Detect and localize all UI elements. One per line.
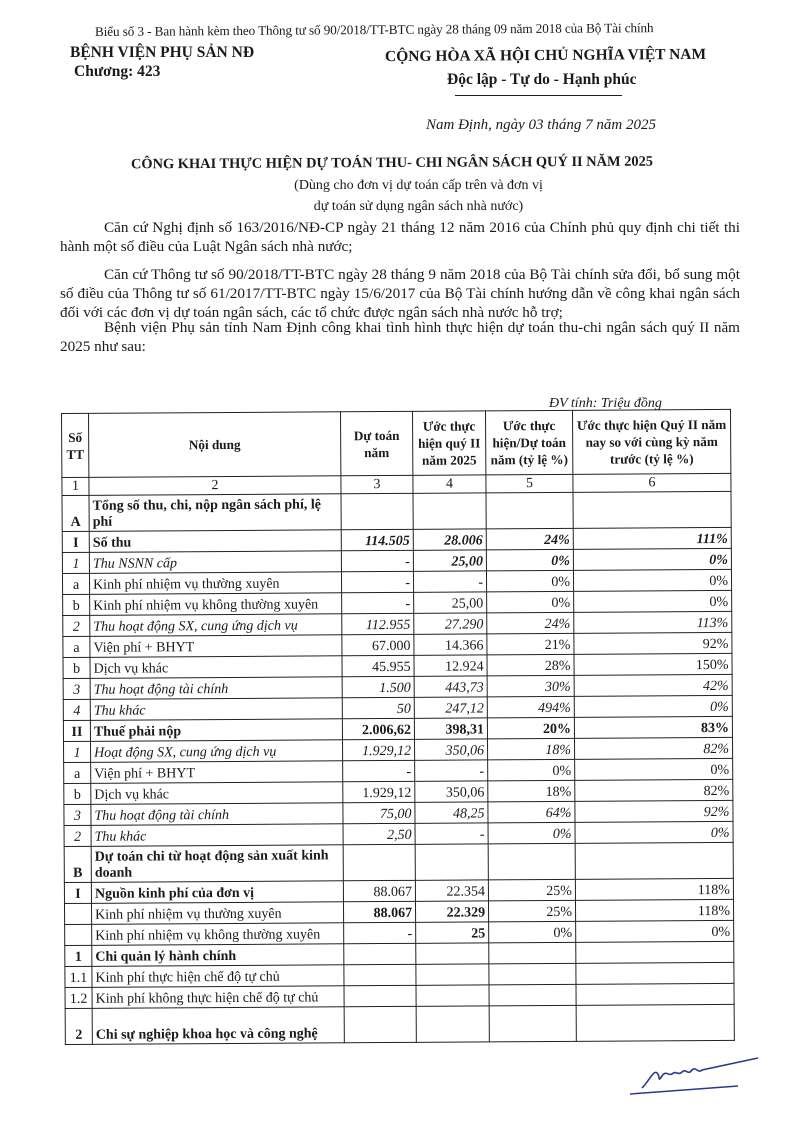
row-annual-estimate [341,493,413,529]
row-content: Thu NSNN cấp [89,551,341,574]
row-stt [65,924,92,945]
row-ratio-to-estimate: 0% [486,570,573,592]
row-stt: b [63,657,90,678]
row-content: Dịch vụ khác [91,782,343,805]
row-stt: 4 [63,699,90,720]
row-stt: 1 [62,552,89,573]
row-ratio-to-last-year: 118% [575,878,733,900]
row-ratio-to-estimate: 18% [487,738,574,760]
table-row [65,1004,734,1044]
row-annual-estimate: 1.929,12 [343,739,415,760]
row-ratio-to-last-year: 0% [574,590,732,612]
row-q2-estimate: 443,73 [414,676,487,697]
row-annual-estimate: 114.505 [341,529,413,550]
row-content: Dịch vụ khác [90,656,342,679]
row-stt: 3 [64,804,91,825]
row-q2-estimate [415,844,488,880]
row-ratio-to-last-year: 82% [574,737,732,759]
header-annual-estimate: Dự toán năm [340,411,412,475]
header-q2-estimate: Ước thực hiện quý II năm 2025 [412,411,485,475]
row-content: Chi sự nghiệp khoa học và công nghệ [92,1007,344,1045]
row-q2-estimate: 25,00 [414,592,487,613]
row-q2-estimate: 350,06 [415,781,488,802]
row-stt: 2 [63,615,90,636]
row-content: Kinh phí nhiệm vụ thường xuyên [91,902,343,925]
row-stt: I [64,882,91,903]
intro-paragraph: Bệnh viện Phụ sản tỉnh Nam Định công khai tình hình thực hiện dự toán thu-chi ngân sách quý II năm 2025 như sau: [60,319,740,355]
row-annual-estimate: - [343,760,415,781]
row-ratio-to-estimate: 64% [488,801,575,823]
row-q2-estimate: 247,12 [414,697,487,718]
national-motto: Độc lập - Tự do - Hạnh phúc [447,71,637,88]
row-stt: 2 [65,1008,92,1044]
row-content: Kinh phí không thực hiện chế độ tự chủ [92,986,344,1009]
colnum-3: 3 [341,475,413,493]
row-ratio-to-last-year [576,941,734,963]
row-ratio-to-estimate: 28% [487,654,574,676]
motto-underline [455,95,622,96]
row-q2-estimate: 28.006 [413,529,486,550]
row-q2-estimate: - [415,760,488,781]
row-stt: a [64,762,91,783]
row-content: Chi quản lý hành chính [92,944,344,967]
colnum-4: 4 [413,475,486,493]
row-q2-estimate: 22.354 [415,880,488,901]
row-content: Kinh phí thực hiện chế độ tự chủ [92,965,344,988]
place-date: Nam Định, ngày 03 tháng 7 năm 2025 [426,117,656,133]
row-ratio-to-estimate: 21% [487,633,574,655]
header-ratio-to-estimate: Ước thực hiện/Dự toán năm (tỷ lệ %) [485,410,572,475]
row-stt: I [62,531,89,552]
row-q2-estimate [416,943,489,964]
row-ratio-to-estimate: 0% [487,591,574,613]
row-annual-estimate: 112.955 [342,613,414,634]
row-ratio-to-last-year: 0% [574,695,732,717]
row-ratio-to-estimate: 25% [488,900,575,922]
row-ratio-to-estimate [489,984,576,1006]
handwritten-signature-icon [628,1050,768,1100]
row-ratio-to-estimate: 20% [487,717,574,739]
colnum-1: 1 [62,477,89,495]
row-annual-estimate: 50 [342,697,414,718]
row-ratio-to-estimate [486,492,573,529]
row-ratio-to-last-year: 92% [575,800,733,822]
row-ratio-to-estimate [489,1005,576,1042]
colnum-5: 5 [486,474,573,493]
row-content: Viện phí + BHYT [91,761,343,784]
row-ratio-to-last-year: 0% [575,821,733,843]
row-annual-estimate: 2.006,62 [342,718,414,739]
row-stt: b [63,594,90,615]
row-ratio-to-estimate: 0% [486,549,573,571]
row-content: Dự toán chi từ hoạt động sản xuất kinh doanh [91,845,343,883]
row-content: Thu khác [90,698,342,721]
row-ratio-to-estimate [489,942,576,964]
row-ratio-to-estimate: 25% [488,879,575,901]
row-content: Kinh phí nhiệm vụ không thường xuyên [90,593,342,616]
row-stt: A [62,495,89,531]
header-stt: Số TT [62,413,89,477]
row-stt: B [64,846,91,882]
row-annual-estimate: - [342,592,414,613]
row-ratio-to-last-year: 42% [574,674,732,696]
row-ratio-to-last-year: 0% [573,548,731,570]
row-annual-estimate [343,844,415,880]
row-q2-estimate: 22.329 [415,901,488,922]
form-reference-note: Biểu số 3 - Ban hành kèm theo Thông tư số 90/2018/TT-BTC ngày 28 tháng 09 năm 2018 của Bộ Tài chính [94,20,654,39]
row-ratio-to-estimate: 494% [487,696,574,718]
row-annual-estimate: 45.955 [342,655,414,676]
document-subtitle-line2 [0,199,795,215]
row-content: Số thu [89,530,341,553]
row-q2-estimate: 14.366 [414,634,487,655]
row-annual-estimate: - [341,571,413,592]
colnum-2: 2 [89,476,341,496]
row-ratio-to-last-year: 0% [575,758,733,780]
row-q2-estimate: 48,25 [415,802,488,823]
row-ratio-to-last-year: 113% [574,611,732,633]
row-stt: 1 [64,741,91,762]
row-content: Thu hoạt động tài chính [91,803,343,826]
table-row [64,842,733,882]
row-ratio-to-estimate [488,843,575,880]
row-content: Tổng số thu, chi, nộp ngân sách phí, lệ phí [89,494,341,532]
row-ratio-to-last-year [576,962,734,984]
row-annual-estimate: 1.500 [342,676,414,697]
row-annual-estimate [344,1006,416,1042]
row-annual-estimate [344,943,416,964]
row-stt: II [63,720,90,741]
row-content: Kinh phí nhiệm vụ thường xuyên [89,572,341,595]
row-annual-estimate: 88.067 [343,880,415,901]
row-content: Thu khác [91,824,343,847]
row-stt: b [64,783,91,804]
table-row [62,491,731,531]
row-annual-estimate: - [341,550,413,571]
row-content: Nguồn kinh phí của đơn vị [91,881,343,904]
row-q2-estimate: - [413,571,486,592]
row-stt: 1 [65,945,92,966]
row-ratio-to-last-year: 82% [575,779,733,801]
row-stt: 3 [63,678,90,699]
document-title: CÔNG KHAI THỰC HIỆN DỰ TOÁN THU- CHI NGÂN SÁCH QUÝ II NĂM 2025 [130,153,654,173]
row-stt: a [62,573,89,594]
row-annual-estimate: 75,00 [343,802,415,823]
row-annual-estimate: - [344,922,416,943]
table-header-row [62,409,731,477]
row-stt [64,903,91,924]
row-ratio-to-last-year: 111% [573,527,731,549]
row-stt: 1.2 [65,987,92,1008]
row-annual-estimate: 1.929,12 [343,781,415,802]
row-q2-estimate: 25 [416,922,489,943]
row-ratio-to-estimate: 0% [488,822,575,844]
row-ratio-to-estimate: 24% [486,528,573,550]
row-annual-estimate: 88.067 [343,901,415,922]
row-q2-estimate [413,493,486,529]
row-ratio-to-last-year: 0% [576,920,734,942]
row-ratio-to-last-year: 92% [574,632,732,654]
row-ratio-to-last-year [575,842,733,879]
row-stt: 2 [64,825,91,846]
row-q2-estimate: 27.290 [414,613,487,634]
legal-basis-paragraph-1: Căn cứ Nghị định số 163/2016/NĐ-CP ngày 21 tháng 12 năm 2016 của Chính phủ quy định chi tiết thi hành một số điều của Luật Ngân sách nhà nước; [60,219,740,255]
header-content: Nội dung [89,412,341,478]
row-annual-estimate [344,964,416,985]
row-q2-estimate: - [415,823,488,844]
row-ratio-to-last-year: 0% [573,569,731,591]
subtitle-text-2: dự toán sử dụng ngân sách nhà nước) [313,199,524,214]
row-q2-estimate [416,985,489,1006]
row-annual-estimate: 67.000 [342,634,414,655]
row-stt: a [63,636,90,657]
row-ratio-to-estimate: 0% [488,759,575,781]
row-q2-estimate: 25,00 [413,550,486,571]
row-ratio-to-last-year [576,1004,734,1041]
row-ratio-to-estimate: 18% [488,780,575,802]
row-content: Thuế phải nộp [90,719,342,742]
colnum-6: 6 [573,473,731,492]
subtitle-text-1: (Dùng cho đơn vị dự toán cấp trên và đơn vị [294,178,543,193]
row-ratio-to-last-year [573,491,731,528]
budget-table [61,409,735,1045]
row-ratio-to-estimate [489,963,576,985]
row-ratio-to-estimate: 30% [487,675,574,697]
header-ratio-to-last-year: Ước thực hiện Quý II năm nay so với cùng kỳ năm trước (tỷ lệ %) [572,409,730,474]
row-content: Hoạt động SX, cung ứng dịch vụ [91,740,343,763]
row-ratio-to-last-year [576,983,734,1005]
row-ratio-to-last-year: 118% [575,899,733,921]
document-subtitle-line1 [0,178,795,194]
row-ratio-to-last-year: 150% [574,653,732,675]
row-q2-estimate [416,1006,489,1042]
row-content: Thu hoạt động SX, cung ứng dịch vụ [90,614,342,637]
row-content: Viện phí + BHYT [90,635,342,658]
row-q2-estimate [416,964,489,985]
row-annual-estimate: 2,50 [343,823,415,844]
unit-note: ĐV tính: Triệu đồng [549,396,662,411]
row-q2-estimate: 12.924 [414,655,487,676]
row-q2-estimate: 398,31 [414,718,487,739]
row-ratio-to-last-year: 83% [574,716,732,738]
chapter-code: Chương: 423 [74,63,161,80]
row-content: Thu hoạt động tài chính [90,677,342,700]
legal-basis-paragraph-2: Căn cứ Thông tư số 90/2018/TT-BTC ngày 28 tháng 9 năm 2018 của Bộ Tài chính sửa đổi, bổ sung một số điều của Thông tư số 61/2017/TT-BTC ngày 15/6/2017 của Bộ Tài chính hướng dẫn về công khai ngân sách đối với các đơn vị dự toán ngân sách, các tổ chức được ngân sách nhà nước hỗ trợ; [60,266,740,321]
row-stt: 1.1 [65,966,92,987]
table-body [62,491,734,1044]
row-ratio-to-estimate: 0% [489,921,576,943]
national-title: CỘNG HÒA XÃ HỘI CHỦ NGHĨA VIỆT NAM [384,45,707,66]
organization-name: BỆNH VIỆN PHỤ SẢN NĐ [70,44,255,61]
row-q2-estimate: 350,06 [415,739,488,760]
row-ratio-to-estimate: 24% [487,612,574,634]
row-annual-estimate [344,985,416,1006]
row-content: Kinh phí nhiệm vụ không thường xuyên [92,923,344,946]
